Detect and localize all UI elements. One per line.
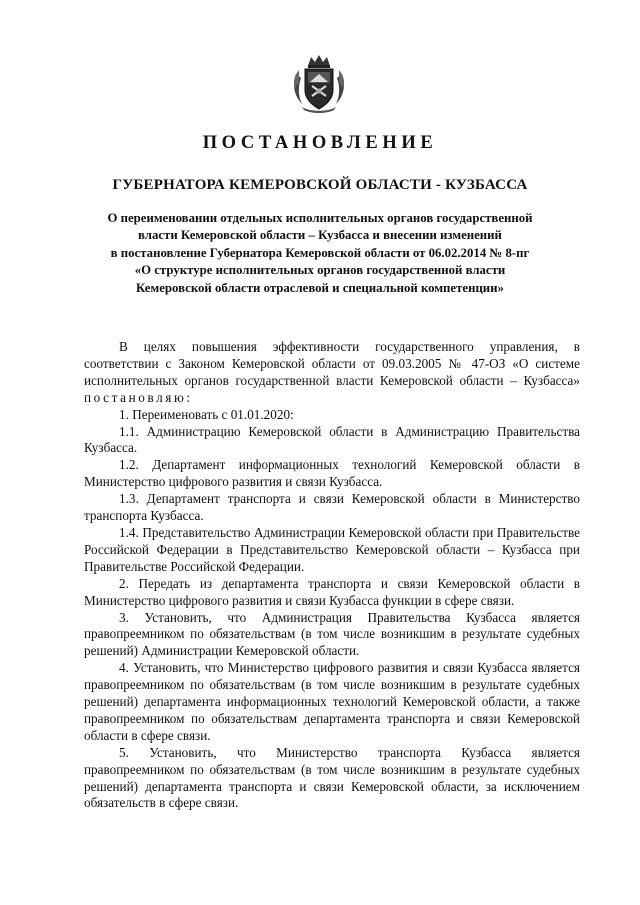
subject-line: «О структуре исполнительных органов государственной власти (134, 263, 506, 278)
clause-paragraph: 4. Установить, что Министерство цифрового развития и связи Кузбасса является правопреемником по обязательствам (в том числе возникшим в результате судебных решений) департамента информационных технологий Кемеровской области, а также правопреемником по обязательствам департамента транспорта и связи Кемеровской области в сфере связи. (84, 660, 580, 743)
subject-line: власти Кемеровской области – Кузбасса и внесении изменений (138, 228, 502, 243)
document-type-heading: ПОСТАНОВЛЕНИЕ (202, 133, 438, 153)
document-subject (70, 210, 570, 297)
subject-line: в постановление Губернатора Кемеровской области от 06.02.2014 № 8-пг (110, 245, 530, 260)
clause-paragraph: 5. Установить, что Министерство транспорта Кузбасса является правопреемником по обязательствам (в том числе возникшим в результате судебных решений) департамента транспорта и связи Кемеровской области, за исключением обязательств в сфере связи. (84, 744, 580, 811)
clause-paragraph: 1.2. Департамент информационных технологий Кемеровской области в Министерство цифрового развития и связи Кузбасса. (84, 457, 580, 490)
subject-line: О переименовании отдельных исполнительных органов государственной (107, 211, 533, 225)
clause-paragraph: 2. Передать из департамента транспорта и связи Кемеровской области в Министерство цифрового развития и связи Кузбасса функции в сфере связи. (84, 575, 580, 608)
resolve-word: постановляю: (84, 389, 193, 405)
issuing-authority: ГУБЕРНАТОРА КЕМЕРОВСКОЙ ОБЛАСТИ - КУЗБАССА (112, 177, 528, 193)
document-body (84, 339, 580, 812)
preamble-text: В целях повышения эффективности государственного управления, в соответствии с Законом Кемеровской области от 09.03.2005 № 47-ОЗ «О системе исполнительных органов государственной власти Кемеровской области – Кузбасса» (84, 339, 580, 388)
clause-paragraph: 1.1. Администрацию Кемеровской области в Администрацию Правительства Кузбасса. (84, 423, 580, 456)
clause-paragraph: 1. Переименовать с 01.01.2020: (119, 406, 294, 422)
clause-paragraph: 1.3. Департамент транспорта и связи Кемеровской области в Министерство транспорта Кузбасса. (84, 491, 580, 524)
preamble-paragraph (84, 339, 580, 407)
subject-line: Кемеровской области отраслевой и специальной компетенции» (136, 280, 504, 295)
kemerovo-coat-of-arms-icon (290, 52, 348, 114)
clause-paragraph: 1.4. Представительство Администрации Кемеровской области при Правительстве Российской Федерации в Представительство Кемеровской области – Кузбасса при Правительстве Российской Федерации. (84, 524, 580, 574)
clause-paragraph: 3. Установить, что Администрация Правительства Кузбасса является правопреемником по обязательствам (в том числе возникшим в результате судебных решений) Администрации Кемеровской области. (84, 609, 580, 659)
